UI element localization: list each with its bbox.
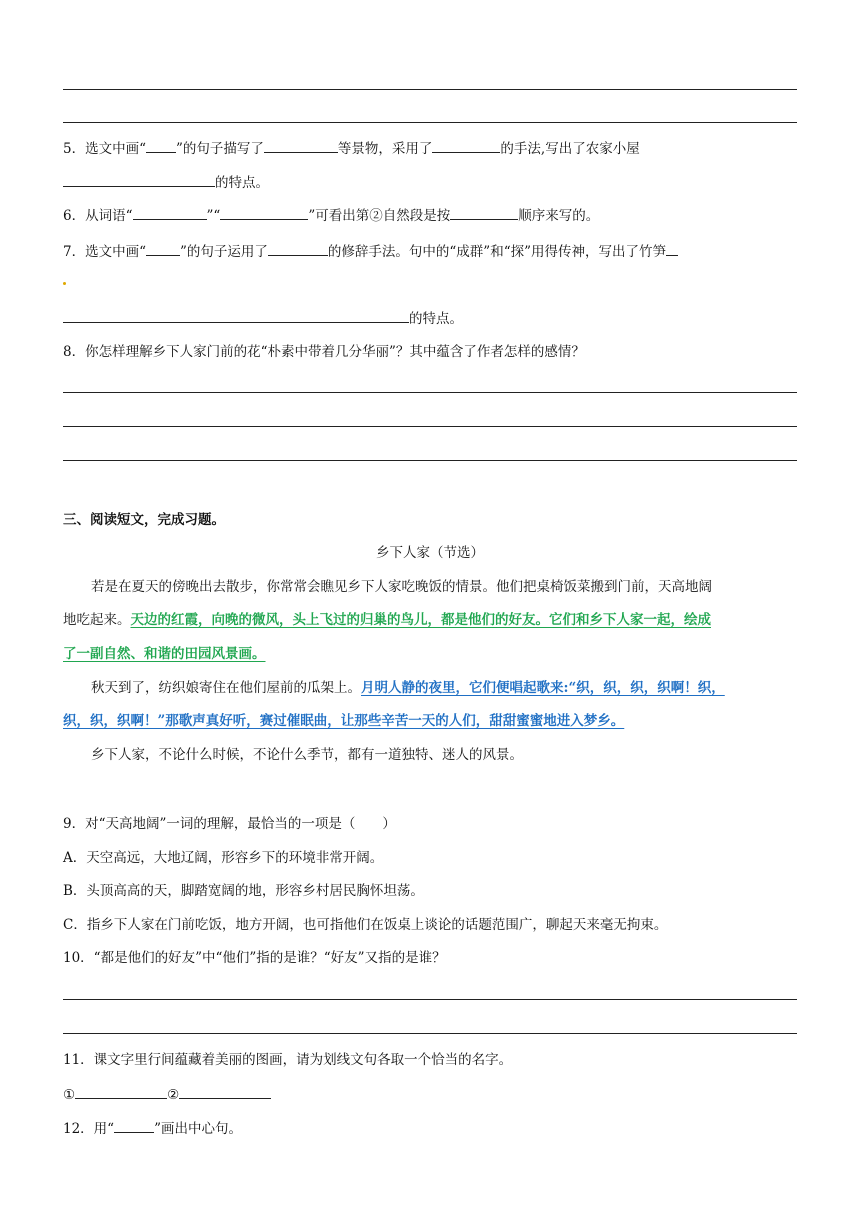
question-6: 6．从词语“ ”“ ”可看出第②自然段是按 顺序来写的。 bbox=[63, 205, 803, 226]
blank bbox=[432, 138, 500, 153]
passage-paragraph-1-line3 bbox=[63, 644, 803, 664]
passage-paragraph-1: 若是在夏天的傍晚出去散步，你常常会瞧见乡下人家吃晚饭的情景。他们把桌椅饭菜搬到门前，天高地阔 bbox=[91, 579, 712, 595]
answer-line bbox=[63, 392, 797, 393]
passage-paragraph-2-line2 bbox=[63, 711, 803, 731]
option-b: B．头顶高高的天，脚踏宽阔的地，形容乡村居民胸怀坦荡。 bbox=[63, 883, 424, 899]
question-12: 12．用“ ”画出中心句。 bbox=[63, 1118, 803, 1139]
blank bbox=[146, 138, 176, 153]
answer-line bbox=[63, 460, 797, 461]
question-7: 7．选文中画“ ”的句子运用了 的修辞手法。句中的“成群”和“探”用得传神，写出了竹笋 bbox=[63, 241, 803, 262]
marker-dot bbox=[63, 282, 66, 285]
question-7-cont: 的特点。 bbox=[63, 308, 803, 329]
question-5: 5．选文中画“ ”的句子描写了 等景物，采用了 的手法,写出了农家小屋 bbox=[63, 138, 803, 159]
blank bbox=[179, 1084, 271, 1099]
blank bbox=[114, 1118, 154, 1133]
question-11: 11．课文字里行间蕴藏着美丽的图画，请为划线文句各取一个恰当的名字。 bbox=[63, 1052, 513, 1068]
blank bbox=[666, 241, 678, 256]
passage-paragraph-1-line2: 地吃起来。天边的红霞，向晚的微风，头上飞过的归巢的鸟儿，都是他们的好友。它们和乡下人家一起，绘成 bbox=[63, 612, 711, 628]
answer-line bbox=[63, 999, 797, 1000]
passage-paragraph-3: 乡下人家，不论什么时候，不论什么季节，都有一道独特、迷人的风景。 bbox=[91, 747, 523, 763]
blank bbox=[133, 205, 207, 220]
blank bbox=[268, 241, 328, 256]
answer-line bbox=[63, 89, 797, 90]
answer-line bbox=[63, 122, 797, 123]
blue-underlined-sentence: 月明人静的夜里，它们便唱起歌来:“织，织，织，织啊！织， bbox=[361, 680, 725, 696]
blank bbox=[264, 138, 338, 153]
blank bbox=[220, 205, 308, 220]
blank bbox=[63, 172, 215, 187]
green-underlined-sentence: 天边的红霞，向晚的微风，头上飞过的归巢的鸟儿，都是他们的好友。它们和乡下人家一起，绘成 bbox=[130, 612, 711, 628]
passage-paragraph-2: 秋天到了，纺织娘寄住在他们屋前的瓜架上。月明人静的夜里，它们便唱起歌来:“织，织，织，织啊！织， bbox=[91, 680, 725, 696]
answer-line bbox=[63, 426, 797, 427]
question-11-answers: ① ② bbox=[63, 1084, 803, 1105]
option-a: A．天空高远，大地辽阔，形容乡下的环境非常开阔。 bbox=[63, 850, 384, 866]
blank bbox=[75, 1084, 167, 1099]
blank bbox=[63, 308, 409, 323]
passage-title: 乡下人家（节选） bbox=[376, 545, 484, 561]
option-c: C．指乡下人家在门前吃饭，地方开阔，也可指他们在饭桌上谈论的话题范围广，聊起天来毫无拘束。 bbox=[63, 917, 668, 933]
question-9: 9．对“天高地阔”一词的理解，最恰当的一项是（ ） bbox=[63, 816, 396, 832]
question-8: 8．你怎样理解乡下人家门前的花“朴素中带着几分华丽”？其中蕴含了作者怎样的感情？ bbox=[63, 344, 585, 360]
answer-line bbox=[63, 1033, 797, 1034]
blue-underlined-sentence: 织，织，织啊！”那歌声真好听，赛过催眠曲，让那些辛苦一天的人们，甜甜蜜蜜地进入梦乡。 bbox=[63, 713, 625, 729]
question-10: 10．“都是他们的好友”中“他们”指的是谁？“好友”又指的是谁？ bbox=[63, 950, 446, 966]
green-underlined-sentence: 了一副自然、和谐的田园风景画。 bbox=[63, 646, 266, 662]
question-5-cont: 的特点。 bbox=[63, 172, 803, 193]
blank bbox=[146, 241, 180, 256]
blank bbox=[450, 205, 518, 220]
section-heading: 三、阅读短文，完成习题。 bbox=[63, 512, 225, 528]
